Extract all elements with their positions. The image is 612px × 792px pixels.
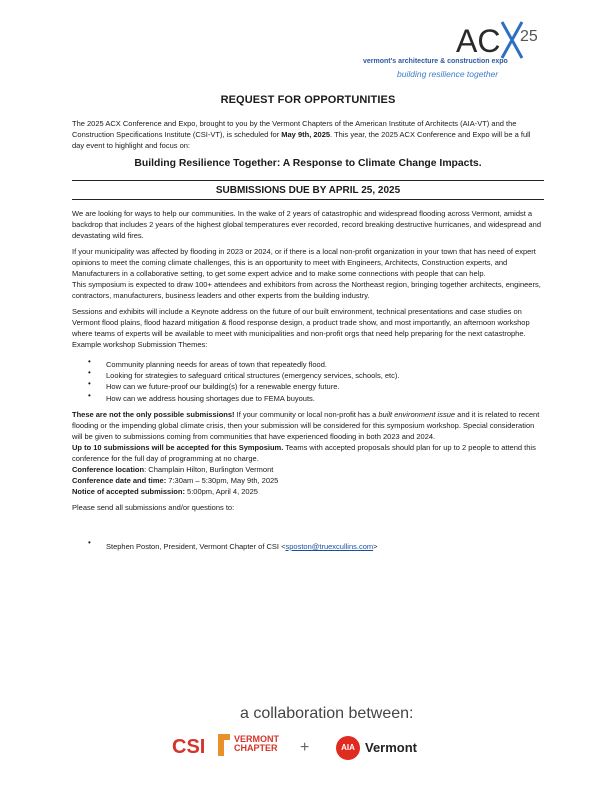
csi-vermont-logo bbox=[172, 730, 292, 766]
aia-badge-icon: AIA bbox=[336, 736, 360, 760]
conference-datetime bbox=[72, 475, 544, 486]
deadline-banner: SUBMISSIONS DUE BY APRIL 25, 2025 bbox=[72, 180, 544, 200]
notice-label: Notice of accepted submission: bbox=[72, 486, 185, 496]
limit-lead: Up to 10 submissions will be accepted for this Symposium. bbox=[72, 442, 284, 452]
other-submissions-lead: These are not the only possible submissions! bbox=[72, 409, 235, 419]
csi-chapter-text bbox=[234, 735, 279, 753]
collaboration-footer bbox=[160, 700, 460, 780]
intro-text-end: . This year, the 2025 ACX Conference and Expo will be a full day event to highlight and focus on: bbox=[72, 130, 531, 150]
acx-edition: 25 bbox=[520, 28, 538, 45]
csi-chapter-line-1: VERMONT bbox=[234, 734, 279, 744]
collaboration-text: a collaboration between: bbox=[240, 705, 414, 722]
acx-logo bbox=[360, 18, 560, 88]
theme-heading: Building Resilience Together: A Response to Climate Change Impacts. bbox=[134, 158, 482, 169]
contact-email-link[interactable]: sposton@truexcullins.com bbox=[285, 541, 374, 551]
list-item bbox=[90, 359, 544, 370]
acx-slogan: building resilience together bbox=[397, 69, 499, 79]
conference-location bbox=[72, 464, 544, 475]
bullet-icon: • bbox=[88, 368, 91, 378]
list-item bbox=[90, 370, 544, 381]
contact-line bbox=[72, 537, 544, 552]
aia-vermont-logo bbox=[336, 736, 456, 766]
page-title: REQUEST FOR OPPORTUNITIES bbox=[220, 94, 396, 106]
bullet-icon: • bbox=[88, 537, 91, 547]
intro-paragraph bbox=[72, 118, 544, 151]
acx-tagline: vermont's architecture & construction expo bbox=[363, 58, 508, 65]
other-submissions-text: If your community or local non-profit has a bbox=[234, 409, 379, 419]
list-item-text: How can we future-proof our building(s) for a renewable energy future. bbox=[106, 382, 340, 392]
plus-sign: + bbox=[300, 739, 310, 756]
notice-value: 5:00pm, April 4, 2025 bbox=[184, 486, 258, 496]
acx-x-mark bbox=[502, 22, 522, 58]
aia-logo-text: Vermont bbox=[365, 740, 418, 755]
built-environment-issue: built environment issue bbox=[378, 409, 456, 419]
notice-date bbox=[72, 486, 544, 497]
csi-chapter-line-2: CHAPTER bbox=[234, 743, 278, 753]
paragraph-communities: We are looking for ways to help our communities. In the wake of 2 years of catastrophic and widespread flooding across Vermont, amidst a backdrop that includes 2 years of the highest global temperatures ever recorded, record breaking destructive hurricanes, and widespread and devastating wild fires. bbox=[72, 209, 542, 240]
csi-mark-icon bbox=[218, 734, 230, 756]
paragraph-municipality: If your municipality was affected by flooding in 2023 or 2024, or if there is a local non-profit organization in your town that has need of expert opinions to meet the coming climate challenges, this is an opportunity to meet with Engineers, Architects, Construction experts, and Manufacturers in a collaborative setting, to get some expert advice and to make some connections with people that can help. bbox=[72, 247, 536, 278]
list-item-text: Community planning needs for areas of town that repeatedly flood. bbox=[106, 360, 327, 369]
send-to-text: Please send all submissions and/or questions to: bbox=[72, 502, 235, 512]
list-item-text: How can we address housing shortages due to FEMA buyouts. bbox=[106, 393, 315, 403]
csi-logo-text: CSI bbox=[172, 736, 206, 758]
other-submissions-text-end: and it is related to recent flooding or the impending global climate crisis, then your submission will be considered for this symposium workshop. Special consideration will be given to submissions coming from communities that have experienced flooding in both 2023 and 2024. bbox=[72, 409, 540, 441]
paragraph-other-submissions bbox=[72, 409, 544, 442]
intro-date: May 9th, 2025 bbox=[281, 130, 331, 139]
contact-end: > bbox=[373, 541, 378, 551]
list-item-text: Looking for strategies to safeguard critical structures (emergency services, schools, etc). bbox=[106, 371, 400, 381]
list-item bbox=[88, 390, 544, 404]
bullet-icon: • bbox=[88, 357, 91, 366]
datetime-label: Conference date and time: bbox=[72, 475, 167, 485]
datetime-value: 7:30am – 5:30pm, May 9th, 2025 bbox=[166, 475, 279, 485]
contact-name: Stephen Poston, President, Vermont Chapter of CSI < bbox=[106, 541, 286, 551]
paragraph-sessions: Sessions and exhibits will include a Keynote address on the future of our built environment, technical presentations and case studies on Vermont flood plains, flood hazard mitigation & flood response design, a product trade show, and most importantly, an afternoon workshop where teams of experts will be available to meet with municipalities and non-profit orgs that need help preparing for the next catastrophe. bbox=[72, 307, 530, 338]
list-item bbox=[90, 381, 544, 392]
location-value: : Champlain Hilton, Burlington Vermont bbox=[144, 464, 274, 474]
limit-text: Teams with accepted proposals should plan for up to 2 people to attend this conference for the full day of programming at no charge. bbox=[72, 442, 536, 463]
paragraph-limit bbox=[72, 442, 544, 464]
location-label: Conference location bbox=[72, 464, 145, 474]
bullet-icon: • bbox=[88, 379, 91, 389]
acx-logo-letters: AC bbox=[456, 23, 501, 59]
themes-heading: Example workshop Submission Themes: bbox=[72, 340, 208, 349]
themes-list bbox=[72, 359, 544, 404]
bullet-icon: • bbox=[88, 390, 91, 400]
intro-text: The 2025 ACX Conference and Expo, brought to you by the Vermont Chapters of the American Institute of Architects (AIA-VT) and the Construction Specifications Institute (CSI-VT), is scheduled for bbox=[72, 119, 517, 139]
document-body bbox=[72, 94, 544, 552]
paragraph-symposium: This symposium is expected to draw 100+ attendees and exhibitors from across the Northeast region, bringing together architects, engineers, contractors, manufacturers, business leaders and other experts from the building industry. bbox=[72, 280, 541, 300]
